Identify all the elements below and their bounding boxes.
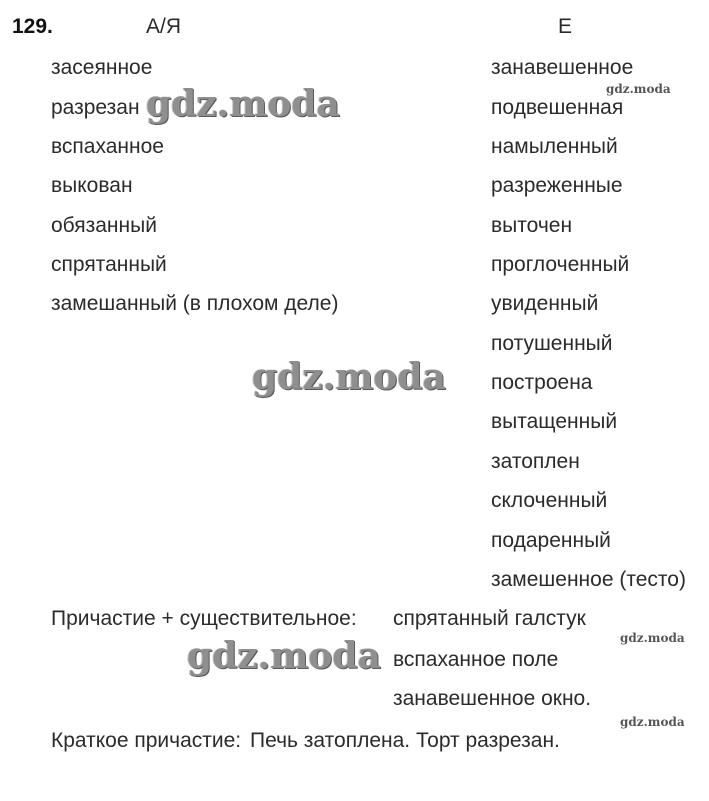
right-word: увиденный	[491, 292, 599, 315]
right-word: занавешенное	[491, 56, 634, 79]
watermark-logo: gdz.moda	[187, 635, 381, 677]
phrases-label: Причастие + существительное:	[51, 607, 357, 630]
task-number: 129.	[12, 15, 53, 38]
right-word: подаренный	[491, 529, 611, 552]
left-word: замешанный (в плохом деле)	[51, 292, 339, 315]
right-word: проглоченный	[491, 253, 630, 276]
left-word: вспаханное	[51, 135, 164, 158]
short-participle-label: Краткое причастие:	[51, 729, 242, 752]
right-word: построена	[491, 371, 593, 394]
phrase-item: вспаханное поле	[393, 648, 559, 671]
phrase-item: спрятанный галстук	[393, 607, 586, 630]
right-word: разреженные	[491, 174, 623, 197]
left-word: засеянное	[51, 56, 153, 79]
watermark-logo: gdz.moda	[252, 356, 446, 398]
watermark-small: gdz.moda	[620, 715, 685, 729]
right-word: склоченный	[491, 489, 608, 512]
left-word: спрятанный	[51, 253, 167, 276]
right-word: намыленный	[491, 135, 618, 158]
left-word: обязанный	[51, 214, 157, 237]
right-word: выточен	[491, 214, 573, 237]
right-word: вытащенный	[491, 410, 618, 433]
right-word: подвешенная	[491, 96, 624, 119]
short-participle-text: Печь затоплена. Торт разрезан.	[250, 729, 560, 752]
watermark-small: gdz.moda	[620, 631, 685, 645]
right-word: замешенное (тесто)	[491, 568, 686, 591]
right-column-header: Е	[558, 15, 573, 38]
right-word: затоплен	[491, 450, 580, 473]
right-word: потушенный	[491, 332, 613, 355]
watermark-small: gdz.moda	[606, 82, 671, 96]
left-column-header: А/Я	[146, 15, 182, 38]
watermark-logo: gdz.moda	[146, 83, 340, 125]
left-word: выкован	[51, 174, 133, 197]
phrase-item: занавешенное окно.	[393, 687, 592, 710]
left-word: разрезан	[51, 96, 140, 119]
